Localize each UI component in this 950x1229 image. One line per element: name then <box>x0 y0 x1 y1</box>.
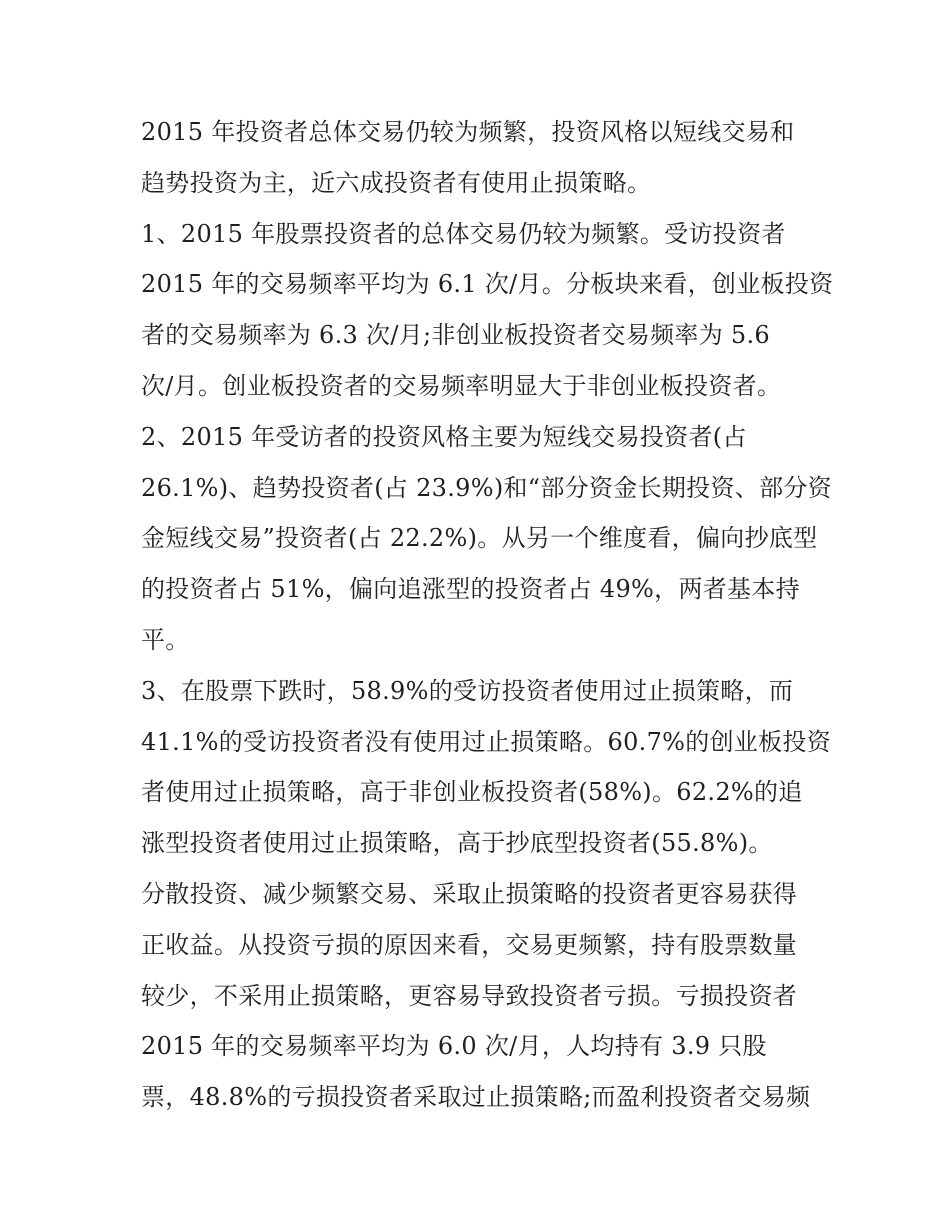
document-body <box>141 107 834 1123</box>
text-line: 2015 年投资者总体交易仍较为频繁，投资风格以短线交易和 <box>141 118 795 146</box>
text-line: 票，48.8%的亏损投资者采取过止损策略;而盈利投资者交易频 <box>141 1083 811 1112</box>
text-line: 趋势投资为主，近六成投资者有使用止损策略。 <box>141 168 652 197</box>
text-line: 涨型投资者使用过止损策略，高于抄底型投资者(55.8%)。 <box>141 829 773 858</box>
text-line: 次/月。创业板投资者的交易频率明显大于非创业板投资者。 <box>141 371 782 400</box>
text-line: 的投资者占 51%，偏向追涨型的投资者占 49%，两者基本持 <box>141 575 800 604</box>
text-line: 2、2015 年受访者的投资风格主要为短线交易投资者(占 <box>141 422 747 451</box>
text-line: 分散投资、减少频繁交易、采取止损策略的投资者更容易获得 <box>141 879 798 908</box>
text-line: 2015 年的交易频率平均为 6.0 次/月，人均持有 3.9 只股 <box>141 1032 767 1061</box>
text-line: 1、2015 年股票投资者的总体交易仍较为频繁。受访投资者 <box>141 219 786 248</box>
text-line: 41.1%的受访投资者没有使用过止损策略。60.7%的创业板投资 <box>141 727 832 756</box>
text-line: 者的交易频率为 6.3 次/月;非创业板投资者交易频率为 5.6 <box>141 321 770 350</box>
text-line: 较少，不采用止损策略，更容易导致投资者亏损。亏损投资者 <box>141 981 798 1010</box>
text-line: 26.1%)、趋势投资者(占 23.9%)和“部分资金长期投资、部分资 <box>141 473 832 502</box>
text-line: 正收益。从投资亏损的原因来看，交易更频繁，持有股票数量 <box>141 930 798 959</box>
text-line: 金短线交易”投资者(占 22.2%)。从另一个维度看，偏向抄底型 <box>141 524 818 553</box>
text-line: 3、在股票下跌时，58.9%的受访投资者使用过止损策略，而 <box>141 676 794 705</box>
text-line: 平。 <box>141 625 190 654</box>
text-line: 2015 年的交易频率平均为 6.1 次/月。分板块来看，创业板投资 <box>141 270 834 299</box>
text-line: 者使用过止损策略，高于非创业板投资者(58%)。62.2%的追 <box>141 778 803 807</box>
